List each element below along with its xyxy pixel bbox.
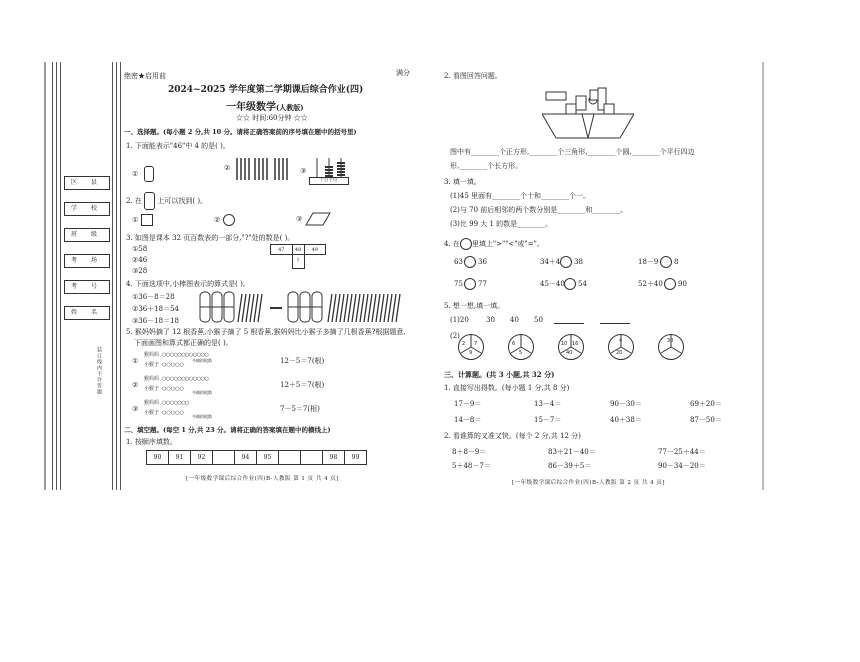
q2-option-1: ① <box>132 214 153 226</box>
circle-icon <box>223 214 235 226</box>
section1-heading: 一、选择题。(每小题 2 分,共 10 分。请将正确答案前的序号填在题中的括号里) <box>124 128 357 136</box>
q1-option-2: ② <box>224 154 293 182</box>
question-1-5: 5. 猴妈妈摘了 12 根香蕉,小猴子摘了 5 根香蕉,猴妈妈比小猴子多摘了几根香蕉?根据题意, <box>126 328 406 336</box>
field-exam-room: 考 场 <box>64 254 110 268</box>
seq-cell: 90 <box>147 451 169 465</box>
field-exam-number: 考 号 <box>64 280 110 294</box>
compare-circle[interactable] <box>464 256 476 268</box>
seq-cell-blank[interactable] <box>213 451 235 465</box>
q3-item-2: (2)与 70 前后相邻的两个数分别是________和________。 <box>450 206 628 214</box>
cylinder-icon <box>144 166 154 182</box>
corner-mark: 满分 <box>396 69 410 77</box>
compare-circle[interactable] <box>464 278 476 290</box>
q1-option-1: ① <box>132 166 154 182</box>
page-footer: [一年级数学课后综合作业(四)B-人教版 第 1 页 共 4 页] <box>186 476 340 482</box>
cylinder-icon <box>144 192 155 210</box>
seq-cell: 91 <box>169 451 191 465</box>
page-footer: [一年级数学课后综合作业(四)B-人教版 第 2 页 共 4 页] <box>512 480 666 486</box>
question-2-1: 1. 按顺序填数。 <box>126 438 177 446</box>
question-2-3: 3. 填一填。 <box>444 178 481 186</box>
field-district: 区 县 <box>64 176 110 190</box>
seq-cell-blank[interactable] <box>279 451 301 465</box>
q2-option-2: ② <box>214 214 235 226</box>
q2-option-3: ③ <box>296 212 331 226</box>
q3-option-3: ③28 <box>132 267 148 275</box>
question-1-4: 4. 下面选项中,小棒图表示的算式是( )。 <box>126 280 250 288</box>
ship-shapes-figure <box>542 86 634 142</box>
q3-option-2: ②46 <box>132 256 148 264</box>
answer-blank[interactable] <box>554 316 584 324</box>
secret-label: 绝密★启用前 <box>124 72 166 80</box>
q3-item-3: (3)比 99 大 1 的数是________。 <box>450 220 553 228</box>
question-1-1: 1. 下面能表示"46"中 4 的是( )。 <box>126 142 230 150</box>
square-icon <box>141 214 153 226</box>
question-2-2: 2. 看图回答问题。 <box>444 72 502 80</box>
exam-subject: 一年级数学(人教版) <box>226 102 304 113</box>
question-3-2: 2. 看谁算的又准又快。(每个 2 分,共 12 分) <box>444 432 581 440</box>
compare-circle[interactable] <box>660 256 672 268</box>
question-1-2: 2. 在 上可以找到( )。 <box>126 192 207 210</box>
q5-label-2: (2) <box>450 332 460 340</box>
q4-option-2: ②36＋18＝54 <box>132 305 179 313</box>
number-pie: 30 <box>658 334 684 360</box>
field-class: 班 级 <box>64 228 110 242</box>
seq-cell: 98 <box>323 451 345 465</box>
seq-cell: 99 <box>345 451 367 465</box>
number-pie: 2 7 9 <box>458 334 484 360</box>
circle-icon <box>460 238 472 250</box>
sequence-table <box>146 450 367 465</box>
seq-cell: 95 <box>257 451 279 465</box>
sticks-bundle-diagram <box>198 290 433 326</box>
seq-cell: 92 <box>191 451 213 465</box>
q2-line1: 图中有________个正方形,________个三角形,________个圆,________个平行四边 <box>450 148 695 156</box>
field-school: 学 校 <box>64 202 110 216</box>
seq-cell: 94 <box>235 451 257 465</box>
seq-cell-blank[interactable] <box>301 451 323 465</box>
number-pie: 4 20 <box>608 334 634 360</box>
q3-item-1: (1)45 里面有________个十和________个一。 <box>450 192 591 200</box>
q4-option-1: ①36－8＝28 <box>132 293 175 301</box>
parallelogram-icon <box>305 212 331 226</box>
q3-option-1: ①58 <box>132 245 148 253</box>
question-2-4: 4. 在 里填上">""<"或"="。 <box>444 240 544 248</box>
exam-page-2: 2. 看图回答问题。 图中有________个正方形,________个三角形,________个圆,________个平行四边 形,________个长方形。 3. 填一填。 (1)45 里面有________个十和________个一。 (2)与 70 前后相邻的两个数分别是________和________。 (3)比 99 大 1 的数是________。 4. 在 里填上">""<"或"="。 63 36 34＋4 38 18－9 8 75 77 45－40 54 52＋40 90 5. 想一想,填一填。 (1)20 30 40 50 (2) 2 7 9 6 5 10 16 40 4 20 30 三、计算题。(共 3 小题,共 32 分) 1. 直接写出得数。(每小题 1 分,共 8 分) 17－9＝ 13－4＝ 90－30＝ 69＋20＝ 14－8＝ 15－7＝ 40＋38＝ 87－50＝ 2. 看谁算的又准又快。(每个 2 分,共 12 分) 8＋8－9＝ 83＋21－40＝ 77－25＋44＝ 5＋48－7＝ 86－39＋5＝ 90－34－20＝ [一年级数学课后综合作业(四)B-人教版 第 2 页 共 4 页] <box>432 62 764 490</box>
exam-title: 2024~2025 学年度第二学期课后综合作业(四) <box>168 85 364 95</box>
hundred-chart-fragment: 47 48 49 ? <box>270 244 326 269</box>
section3-heading: 三、计算题。(共 3 小题,共 32 分) <box>444 370 555 379</box>
answer-blank[interactable] <box>600 316 630 324</box>
field-name: 姓 名 <box>64 306 110 320</box>
question-3-1: 1. 直接写出得数。(每小题 1 分,共 8 分) <box>444 384 570 392</box>
number-pie: 6 5 <box>508 334 534 360</box>
q4-option-3: ③36－18＝18 <box>132 317 179 325</box>
exam-page-1: 区 县 学 校 班 级 考 场 考 号 姓 名 装订线内不许答题 绝密★启用前 满分 2024~2025 学年度第二学期课后综合作业(四) 一年级数学(人教版) ☆☆ 时间:60分钟 ☆☆ 一、选择题。(每小题 2 分,共 10 分。请将正确答案前的序号填在题中的括号里) 1. 下面能表示"46"中 4 的是( )。 ① ② ③ 十百个位 2. 在 上可以找到( )。 ① ② ③ 3. 如图是课本 32 页百数表的一部分,"?"处的数是( )。 ①58 ②46 ③28 47 48 49 ? 4. 下面选项中,小棒图表示的算式是( )。 ①36－8＝28 ②36＋18＝54 ③36－18＝18 5. 猴妈妈摘了 12 根香蕉,小猴子摘了 5 根香蕉,猴妈妈比小猴子多摘了几根香蕉?根据题意, 下面画图和算式都正确的是( )。 ① 猴妈妈 ○○○○○○○○○○○○ 小猴子 ○○○○○ 多摘的根数 12－5＝7(根) ② 猴妈妈 ○○○○○○○○○○○○ 小猴子 ○○○○○ 多摘的根数 12＋5＝7(根) ③ 猴妈妈 ○○○○○○○ 小猴子 ○○○○○ 多摘的根数 7－5＝7(根) 二、填空题。(每空 1 分,共 23 分。请将正确的答案填在题中的横线上) 1. 按顺序填数。 90 91 92 94 95 98 99 [一年级数学课后综合作业(四)B-人教版 第 1 页 共 4 页] <box>44 62 427 490</box>
compare-circle[interactable] <box>560 256 572 268</box>
q1-option-3: ③ 十百个位 <box>300 158 349 184</box>
section2-heading: 二、填空题。(每空 1 分,共 23 分。请将正确的答案填在题中的横线上) <box>124 426 331 434</box>
compare-circle[interactable] <box>564 278 576 290</box>
number-pies <box>458 334 718 364</box>
q2-line2: 形,________个长方形。 <box>450 162 523 170</box>
question-2-5: 5. 想一想,填一填。 <box>444 302 505 310</box>
abacus-icon: 十百个位 <box>309 158 349 184</box>
compare-circle[interactable] <box>664 278 676 290</box>
question-1-3: 3. 如图是课本 32 页百数表的一部分,"?"处的数是( )。 <box>126 234 295 242</box>
number-pie: 10 16 40 <box>558 334 584 360</box>
sticks-icon <box>233 154 293 182</box>
binding-note: 装订线内不许答题 <box>96 347 102 395</box>
question-1-5-line2: 下面画图和算式都正确的是( )。 <box>134 339 233 347</box>
exam-time: ☆☆ 时间:60分钟 ☆☆ <box>236 114 308 122</box>
